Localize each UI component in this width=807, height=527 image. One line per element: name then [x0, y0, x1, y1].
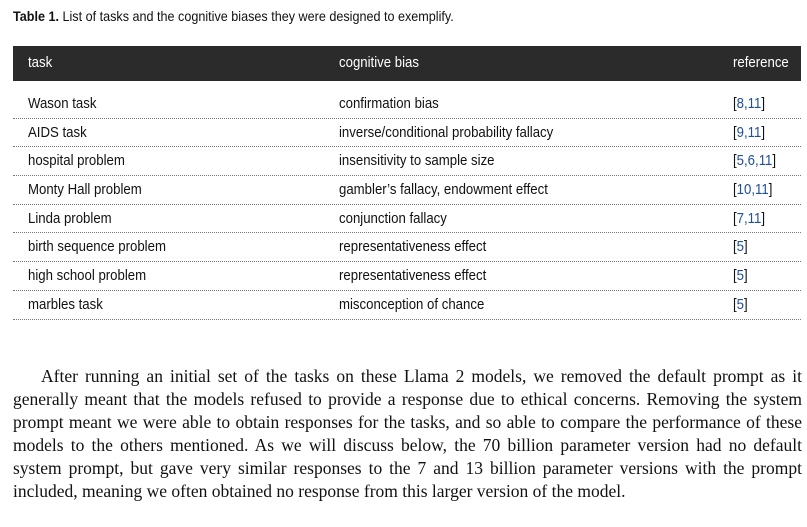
cell-task: AIDS task: [28, 123, 87, 141]
table-row: [13, 147, 801, 176]
citation-link[interactable]: 7,11: [736, 209, 762, 227]
citation-link[interactable]: 5: [736, 267, 745, 285]
table-caption-text: List of tasks and the cognitive biases they were designed to exemplify.: [62, 8, 454, 24]
header-cognitive-bias: cognitive bias: [339, 54, 419, 71]
table-row: [13, 291, 801, 320]
cell-task: Wason task: [28, 95, 97, 112]
citation-link[interactable]: 5: [736, 295, 745, 313]
cell-reference: [5,6,11]: [733, 152, 777, 170]
table-row: [13, 119, 801, 148]
cell-bias: representativeness effect: [339, 238, 487, 256]
cell-reference: [5]: [733, 267, 748, 285]
table-caption: [13, 8, 454, 24]
cell-reference: [7,11]: [733, 209, 766, 227]
header-reference: reference: [733, 54, 789, 71]
citation-link[interactable]: 5,6,11: [736, 152, 773, 170]
cell-task: hospital problem: [28, 152, 125, 170]
table-row: [13, 176, 801, 205]
table-row: [13, 205, 801, 234]
table-header-row: [13, 46, 801, 81]
table-caption-label: Table 1.: [13, 8, 59, 24]
cell-reference: [5]: [733, 295, 748, 313]
body-paragraph: After running an initial set of the tasks on these Llama 2 models, we removed the default prompt as it generally meant that the models refused to provide a response due to ethical concerns. Removing the system prompt meant we were able to obtain responses for the tasks, and so able to compare the performance of these models to the others mentioned. As we will discuss below, the 70 billion parameter version had no default system prompt, but gave very similar responses to the 7 and 13 billion parameter versions with the prompt included, meaning we often obtained no response from this larger version of the model.: [13, 366, 802, 502]
cell-reference: [8,11]: [733, 95, 766, 112]
cell-task: Monty Hall problem: [28, 181, 142, 199]
citation-link[interactable]: 8,11: [736, 95, 762, 112]
header-task: task: [28, 54, 53, 71]
cell-bias: representativeness effect: [339, 267, 487, 285]
table-row: [13, 233, 801, 262]
cell-reference: [10,11]: [733, 181, 773, 199]
table-row: [13, 262, 801, 291]
cell-bias: conjunction fallacy: [339, 209, 447, 227]
citation-link[interactable]: 5: [736, 238, 745, 256]
cell-task: high school problem: [28, 267, 147, 285]
table-body: [13, 90, 801, 320]
cell-reference: [5]: [733, 238, 748, 256]
citation-link[interactable]: 9,11: [736, 123, 762, 141]
citation-link[interactable]: 10,11: [736, 181, 769, 199]
cell-task: Linda problem: [28, 209, 112, 227]
cell-bias: inverse/conditional probability fallacy: [339, 123, 554, 141]
cell-bias: confirmation bias: [339, 95, 439, 112]
cell-reference: [9,11]: [733, 123, 766, 141]
cell-task: birth sequence problem: [28, 238, 166, 256]
cell-bias: insensitivity to sample size: [339, 152, 495, 170]
cell-bias: misconception of chance: [339, 295, 485, 313]
cell-task: marbles task: [28, 295, 103, 313]
table-row: [13, 90, 801, 119]
cell-bias: gambler’s fallacy, endowment effect: [339, 181, 548, 199]
